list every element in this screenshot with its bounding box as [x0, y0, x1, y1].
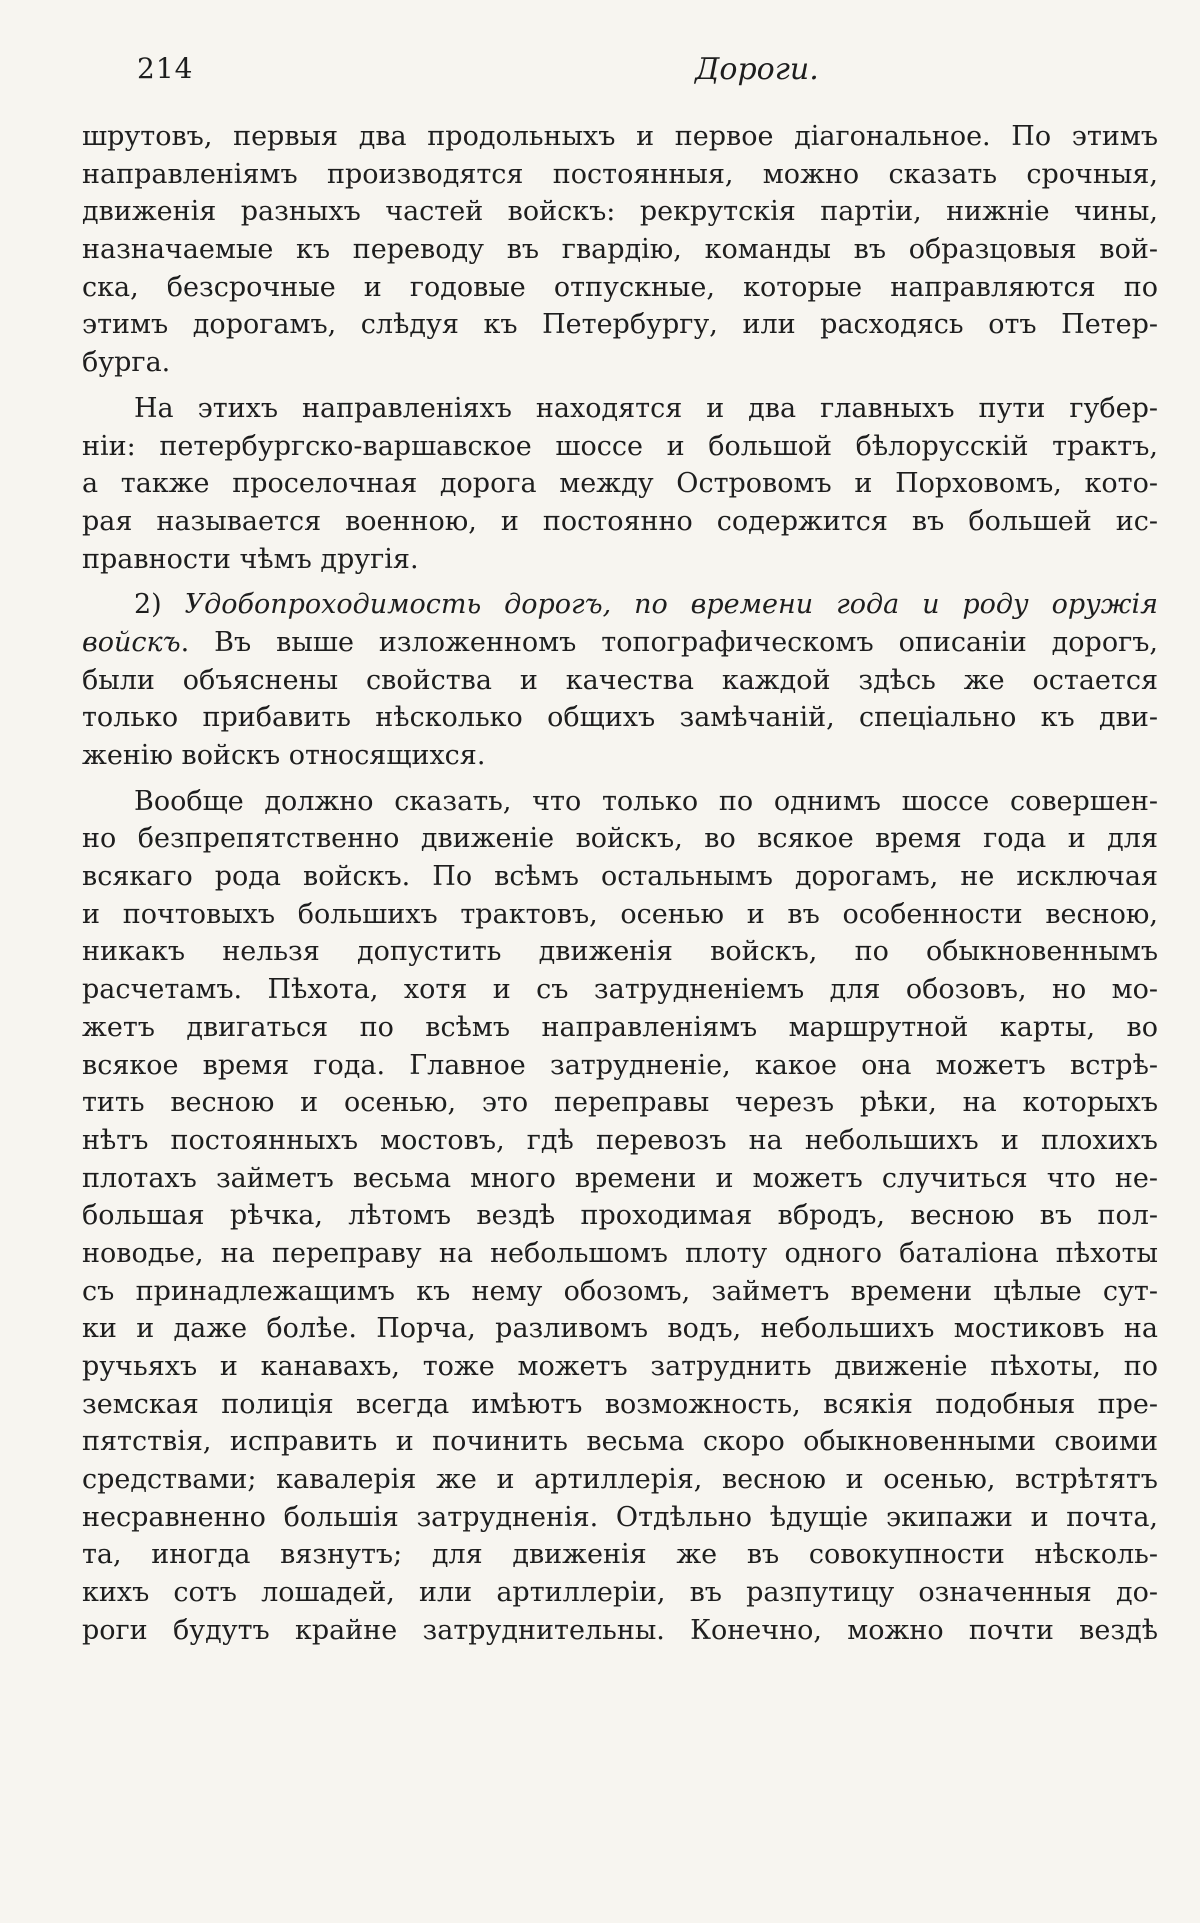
text-line: нѣтъ постоянныхъ мостовъ, гдѣ перевозъ на небольшихъ и плохихъ	[82, 1124, 1158, 1156]
text-line: несравненно большія затрудненія. Отдѣльно ѣдущіе экипажи и почта,	[82, 1501, 1158, 1533]
text-line: направленіямъ производятся постоянныя, можно сказать срочныя,	[82, 158, 1158, 190]
text-line: но безпрепятственно движеніе войскъ, во всякое время года и для	[82, 823, 1158, 855]
text-line: расчетамъ. Пѣхота, хотя и съ затрудненіемъ для обозовъ, но мо-	[82, 974, 1158, 1006]
text-line: новодье, на переправу на небольшомъ плоту одного баталіона пѣхоты	[82, 1237, 1158, 1269]
text-line: всякаго рода войскъ. По всѣмъ остальнымъ дорогамъ, не исключая	[82, 861, 1158, 893]
text-line: тить весною и осенью, это переправы черезъ рѣки, на которыхъ	[82, 1087, 1158, 1119]
text-line: правности чѣмъ другія.	[82, 543, 419, 575]
text-line: жетъ двигаться по всѣмъ направленіямъ маршрутной карты, во	[82, 1011, 1158, 1043]
text-line: бурга.	[82, 347, 171, 379]
text-line: рая называется военною, и постоянно содержится въ большей ис-	[82, 505, 1158, 537]
text-line: этимъ дорогамъ, слѣдуя къ Петербургу, или расходясь отъ Петер-	[82, 309, 1158, 341]
running-title: Дороги.	[695, 52, 819, 87]
body-text	[82, 118, 1158, 1650]
text-line: большая рѣчка, лѣтомъ вездѣ проходимая вбродъ, весною въ пол-	[82, 1200, 1158, 1232]
text-line: ручьяхъ и канавахъ, тоже можетъ затруднить движеніе пѣхоты, по	[82, 1351, 1158, 1382]
text-line: всякое время года. Главное затрудненіе, какое она можетъ встрѣ-	[82, 1049, 1158, 1081]
text-run: . Въ выше изложенномъ топографическомъ описаніи дорогъ,	[180, 626, 1158, 658]
text-line: ки и даже болѣе. Порча, разливомъ водъ, небольшихъ мостиковъ на	[82, 1313, 1158, 1345]
text-line: движенія разныхъ частей войскъ: рекрутскія партіи, нижніе чины,	[82, 196, 1158, 228]
section-title: Удобопроходимость дорогъ, по времени года и роду оружія	[184, 589, 1158, 621]
text-line: пятствія, исправить и починить весьма скоро обыкновенными своими	[82, 1426, 1158, 1458]
text-line: На этихъ направленіяхъ находятся и два главныхъ пути губер-	[134, 392, 1158, 424]
section-title-cont: войскъ	[82, 626, 181, 658]
text-line: ска, безсрочные и годовые отпускные, которые направляются по	[82, 271, 1158, 303]
text-line: та, иногда вязнутъ; для движенія же въ совокупности нѣсколь-	[82, 1539, 1158, 1571]
text-line	[82, 624, 1158, 662]
text-line: кихъ сотъ лошадей, или артиллеріи, въ разпутицу означенныя до-	[82, 1577, 1158, 1609]
text-line: Вообще должно сказать, что только по однимъ шоссе совершен-	[134, 785, 1158, 817]
text-line: земская полиція всегда имѣютъ возможность, всякія подобныя пре-	[82, 1388, 1158, 1420]
text-line: роги будутъ крайне затруднительны. Конечно, можно почти вездѣ	[82, 1614, 1158, 1646]
text-line	[82, 586, 1158, 624]
page-number: 214	[137, 52, 194, 85]
text-line: только прибавить нѣсколько общихъ замѣчаній, спеціально къ дви-	[82, 702, 1158, 734]
page-header	[137, 52, 1147, 98]
paragraph	[82, 390, 1158, 578]
text-line: никакъ нельзя допустить движенія войскъ, по обыкновеннымъ	[82, 936, 1158, 968]
text-line: и почтовыхъ большихъ трактовъ, осенью и въ особенности весною,	[82, 898, 1158, 930]
text-line: ніи: петербургско-варшавское шоссе и большой бѣлорусскій трактъ,	[82, 430, 1158, 462]
paragraph	[82, 118, 1158, 382]
text-line: женію войскъ относящихся.	[82, 740, 486, 771]
text-line: а также проселочная дорога между Островомъ и Порховомъ, кото-	[82, 468, 1158, 500]
text-line: средствами; кавалерія же и артиллерія, весною и осенью, встрѣтятъ	[82, 1464, 1158, 1496]
text-line: плотахъ займетъ весьма много времени и можетъ случиться что не-	[82, 1162, 1158, 1194]
text-line: съ принадлежащимъ къ нему обозомъ, займетъ времени цѣлые сут-	[82, 1275, 1158, 1307]
text-line: были объяснены свойства и качества каждой здѣсь же остается	[82, 664, 1158, 696]
section-number: 2)	[134, 589, 185, 621]
text-line: шрутовъ, первыя два продольныхъ и первое діагональное. По этимъ	[82, 121, 1158, 152]
paragraph	[82, 783, 1158, 1650]
paragraph	[82, 586, 1158, 774]
text-line: назначаемые къ переводу въ гвардію, команды въ образцовыя вой-	[82, 234, 1158, 266]
